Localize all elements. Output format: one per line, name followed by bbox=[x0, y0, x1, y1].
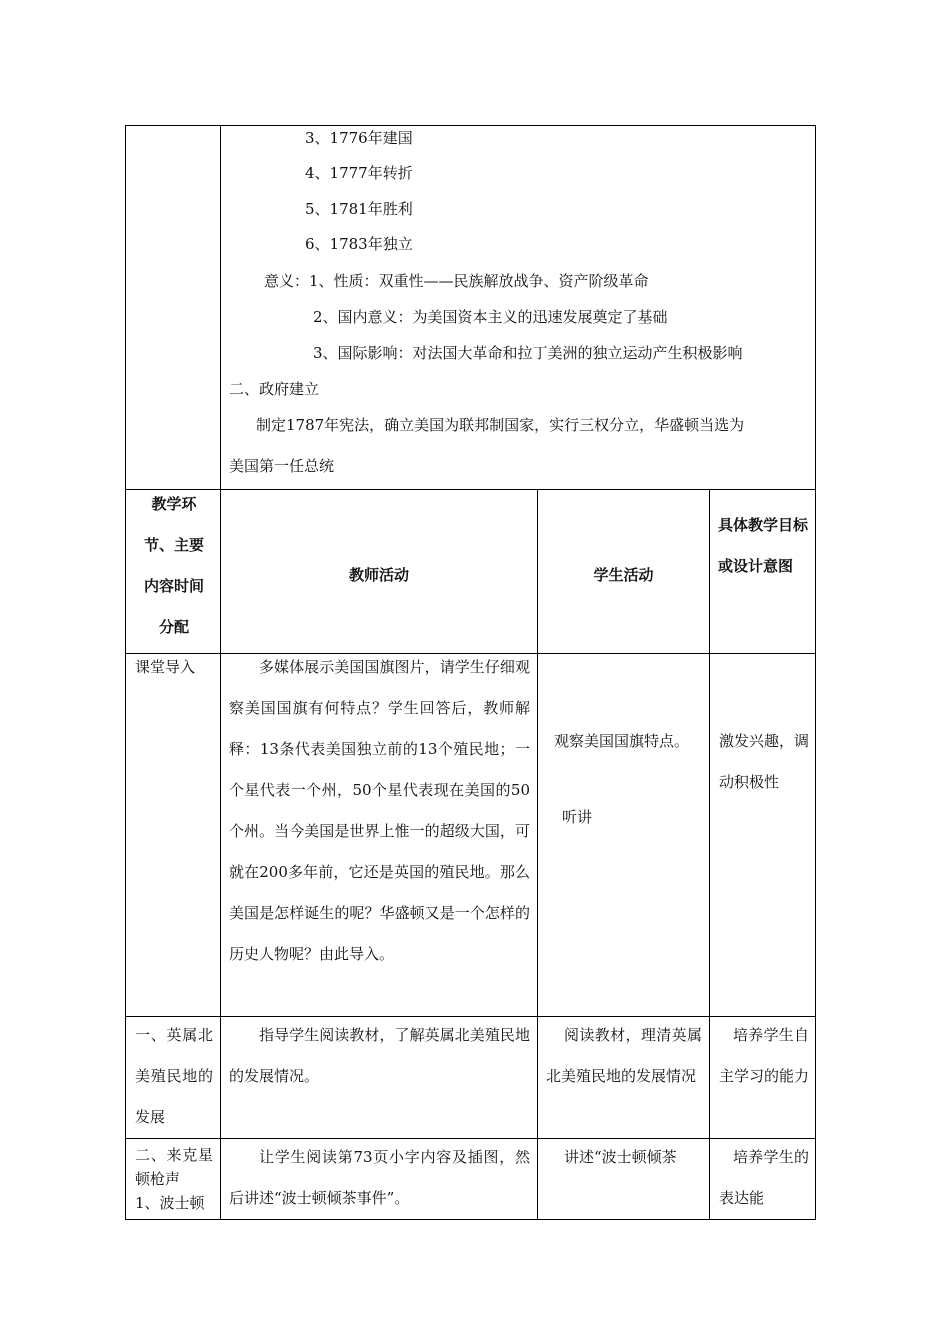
row3-section-subtitle: 1、波士顿 bbox=[135, 1194, 205, 1212]
row3-teaching-goal: 培养学生的表达能 bbox=[719, 1148, 809, 1207]
divider-v-1-top bbox=[220, 125, 221, 490]
row2-teaching-goal: 培养学生自主学习的能力 bbox=[719, 1026, 810, 1085]
text-heading-government: 二、政府建立 bbox=[229, 380, 320, 398]
header-teacher-activity: 教师活动 bbox=[348, 566, 409, 584]
text-significance-international: 3、国际影响：对法国大革命和拉丁美洲的独立运动产生积极影响 bbox=[313, 344, 743, 362]
row3-section-title: 二、来克星顿枪声 bbox=[135, 1146, 213, 1188]
text-line-1776: 3、1776年建国 bbox=[305, 129, 413, 147]
text-line-1777: 4、1777年转折 bbox=[305, 164, 413, 182]
header-section-time: 教学环节、主要内容时间分配 bbox=[143, 495, 204, 636]
row2-teacher-activity: 指导学生阅读教材，了解英属北美殖民地的发展情况。 bbox=[229, 1026, 530, 1085]
text-constitution-line-1: 制定1787年宪法，确立美国为联邦制国家，实行三权分立，华盛顿当选为 bbox=[256, 416, 745, 434]
row2-student-activity: 阅读教材，理清英属北美殖民地的发展情况 bbox=[546, 1026, 702, 1085]
row3-teacher-activity: 让学生阅读第73页小字内容及插图，然后讲述“波士顿倾茶事件”。 bbox=[229, 1148, 530, 1207]
divider-v-1 bbox=[220, 489, 221, 1220]
divider-v-3 bbox=[709, 489, 710, 1220]
row1-teaching-goal: 激发兴趣，调动积极性 bbox=[719, 732, 810, 791]
row3-student-activity: 讲述“波士顿倾茶 bbox=[564, 1148, 677, 1166]
text-line-1781: 5、1781年胜利 bbox=[305, 200, 413, 218]
header-student-activity: 学生活动 bbox=[593, 566, 654, 584]
row1-teacher-activity: 多媒体展示美国国旗图片，请学生仔细观察美国国旗有何特点？学生回答后，教师解释：13条代表美国独立前的13个殖民地；一个星代表一个州，50个星代表现在美国的50个州。当今美国是世界上惟一的超级大国，可就在200多年前，它还是英国的殖民地。那么美国是怎样诞生的呢？华盛顿又是一个怎样的历史人物呢？由此导入。 bbox=[229, 658, 530, 963]
row1-section: 课堂导入 bbox=[135, 658, 196, 676]
divider-v-2 bbox=[537, 489, 538, 1220]
divider-h-1 bbox=[125, 489, 816, 490]
row1-student-activity-listen: 听讲 bbox=[562, 808, 593, 826]
header-teaching-goal: 具体教学目标或设计意图 bbox=[718, 516, 809, 575]
text-significance-nature: 意义：1、性质：双重性——民族解放战争、资产阶级革命 bbox=[264, 272, 649, 290]
row2-section: 一、英属北美殖民地的发展 bbox=[135, 1026, 213, 1126]
text-significance-domestic: 2、国内意义：为美国资本主义的迅速发展奠定了基础 bbox=[313, 308, 668, 326]
row1-student-activity: 观察美国国旗特点。 bbox=[554, 732, 690, 750]
text-line-1783: 6、1783年独立 bbox=[305, 235, 413, 253]
text-constitution-line-2: 美国第一任总统 bbox=[229, 457, 335, 475]
